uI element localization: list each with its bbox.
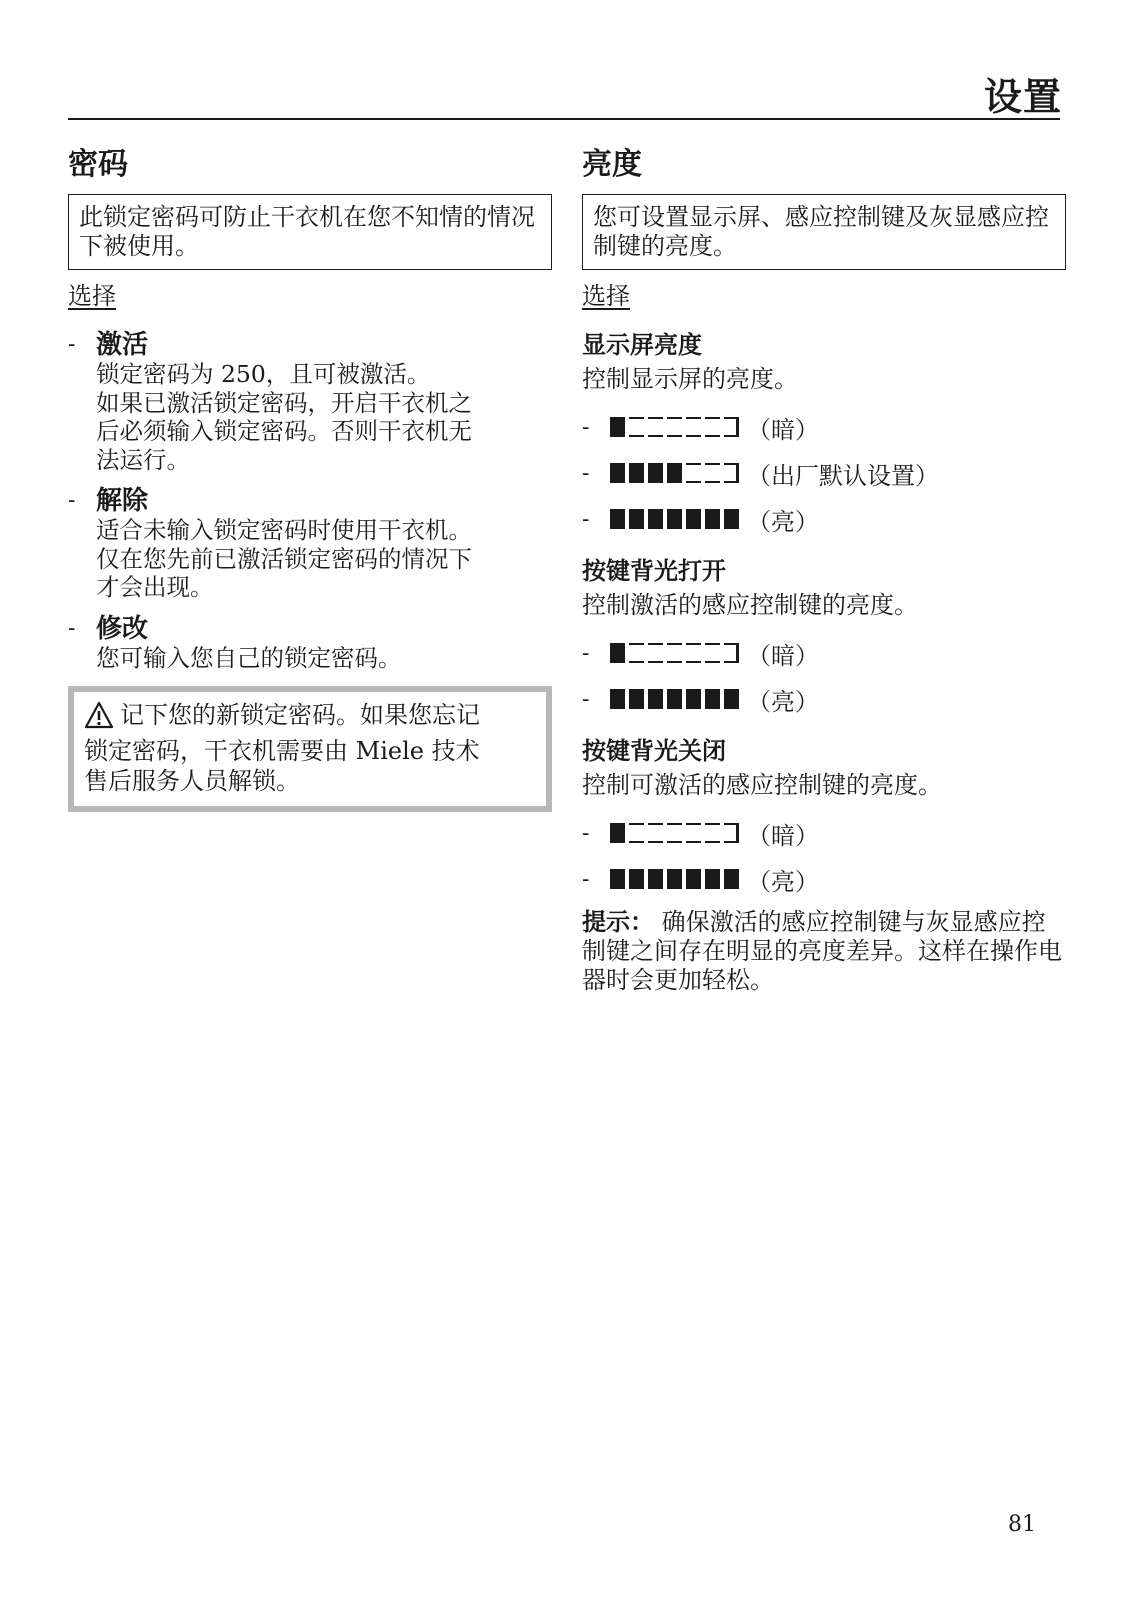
brightness-bar-icon (610, 509, 739, 529)
key-backlight-off-group (582, 736, 1066, 902)
brightness-bar-icon (610, 417, 739, 437)
bar-segment-empty (705, 643, 720, 663)
group-desc: 控制可激活的感应控制键的亮度。 (582, 771, 942, 799)
hint-note (582, 908, 1066, 995)
level-dash: - (582, 820, 590, 846)
bar-segment-filled (724, 869, 739, 889)
bar-segment-filled (629, 509, 644, 529)
bar-segment-filled (686, 689, 701, 709)
section-heading-brightness: 亮度 (582, 147, 642, 182)
bar-segment-filled (648, 463, 663, 483)
group-title: 按键背光关闭 (582, 737, 726, 765)
bar-segment-filled (629, 869, 644, 889)
option-title: 解除 (96, 486, 149, 516)
bar-segment-empty (629, 823, 644, 843)
header-rule (68, 118, 1060, 120)
bar-segment-filled (705, 509, 720, 529)
option-deactivate (68, 486, 552, 602)
bar-segment-empty (686, 463, 701, 483)
bar-segment-empty (686, 823, 701, 843)
option-line: 您可输入您自己的锁定密码。 (96, 643, 402, 672)
warning-line: 售后服务人员解锁。 (84, 767, 300, 795)
brightness-select-label: 选择 (582, 282, 630, 310)
level-dash: - (582, 640, 590, 666)
bar-segment-empty (667, 417, 682, 437)
brightness-level (582, 630, 1066, 676)
option-line: 如果已激活锁定密码，开启干衣机之 (96, 388, 472, 417)
level-label: （暗） (747, 415, 819, 444)
bar-segment-empty (648, 823, 663, 843)
hint-label: 提示： (582, 908, 654, 936)
bar-segment-filled (610, 689, 625, 709)
option-change (68, 614, 552, 673)
bar-segment-empty (724, 823, 739, 843)
brightness-level (582, 496, 1066, 542)
bar-segment-filled (705, 869, 720, 889)
bar-segment-filled (610, 417, 625, 437)
brightness-level (582, 856, 1066, 902)
bar-segment-empty (629, 417, 644, 437)
bar-segment-filled (667, 463, 682, 483)
group-desc: 控制显示屏的亮度。 (582, 365, 798, 393)
brightness-level (582, 450, 1066, 496)
bar-segment-filled (610, 463, 625, 483)
bar-segment-filled (648, 689, 663, 709)
level-dash: - (582, 686, 590, 712)
password-intro-text: 此锁定密码可防止干衣机在您不知情的情况下被使用。 (79, 203, 535, 260)
option-dash: - (68, 332, 76, 357)
bar-segment-empty (705, 417, 720, 437)
hint-text: 确保激活的感应控制键与灰显感应控制键之间存在明显的亮度差异。这样在操作电器时会更加轻松。 (582, 908, 1062, 994)
brightness-intro-box (582, 194, 1066, 270)
level-label: （暗） (747, 821, 819, 850)
level-label: （亮） (747, 507, 819, 536)
level-label: （出厂默认设置） (747, 461, 939, 490)
display-brightness-group (582, 330, 1066, 542)
option-line: 才会出现。 (96, 573, 214, 601)
option-line: 仅在您先前已激活锁定密码的情况下 (96, 544, 472, 573)
option-dash: - (68, 488, 76, 513)
option-line: 后必须输入锁定密码。否则干衣机无 (96, 417, 472, 445)
bar-segment-empty (648, 417, 663, 437)
bar-segment-filled (629, 463, 644, 483)
bar-segment-empty (724, 643, 739, 663)
bar-segment-filled (686, 509, 701, 529)
bar-segment-filled (610, 823, 625, 843)
bar-segment-filled (705, 689, 720, 709)
group-desc: 控制激活的感应控制键的亮度。 (582, 591, 918, 619)
bar-segment-filled (648, 509, 663, 529)
level-label: （亮） (747, 867, 819, 896)
bar-segment-filled (610, 509, 625, 529)
bar-segment-filled (610, 869, 625, 889)
option-line: 法运行。 (96, 445, 190, 474)
bar-segment-filled (667, 509, 682, 529)
bar-segment-empty (724, 463, 739, 483)
brightness-intro-text: 您可设置显示屏、感应控制键及灰显感应控制键的亮度。 (593, 203, 1049, 260)
bar-segment-filled (686, 869, 701, 889)
warning-line: 记下您的新锁定密码。如果您忘记 (120, 701, 480, 729)
page-number: 81 (1008, 1512, 1036, 1537)
brightness-bar-icon (610, 463, 739, 483)
password-section (68, 146, 552, 812)
warning-box (68, 686, 552, 812)
bar-segment-filled (610, 643, 625, 663)
bar-segment-empty (648, 643, 663, 663)
level-dash: - (582, 866, 590, 892)
bar-segment-filled (724, 689, 739, 709)
bar-segment-empty (686, 417, 701, 437)
brightness-bar-icon (610, 643, 739, 663)
level-label: （暗） (747, 641, 819, 670)
key-backlight-on-group (582, 556, 1066, 722)
option-title: 激活 (96, 330, 149, 360)
option-dash: - (68, 615, 76, 641)
bar-segment-empty (686, 643, 701, 663)
bar-segment-empty (667, 823, 682, 843)
password-intro-box (68, 194, 552, 270)
group-title: 显示屏亮度 (582, 331, 702, 359)
brightness-bar-icon (610, 869, 739, 889)
option-line: 适合未输入锁定密码时使用干衣机。 (96, 516, 472, 544)
brightness-section (582, 146, 1066, 995)
bar-segment-empty (667, 643, 682, 663)
section-heading-password: 密码 (68, 147, 128, 182)
password-select-label: 选择 (68, 282, 116, 310)
bar-segment-filled (648, 869, 663, 889)
level-label: （亮） (747, 687, 819, 716)
level-dash: - (582, 506, 590, 532)
bar-segment-filled (629, 689, 644, 709)
option-title: 修改 (96, 613, 149, 644)
bar-segment-filled (667, 869, 682, 889)
bar-segment-empty (629, 643, 644, 663)
bar-segment-empty (705, 823, 720, 843)
brightness-level (582, 676, 1066, 722)
option-activate (68, 330, 552, 474)
warning-line: 锁定密码，干衣机需要由 Miele 技术 (84, 737, 480, 765)
bar-segment-filled (724, 509, 739, 529)
bar-segment-empty (724, 417, 739, 437)
warning-icon (84, 701, 114, 736)
bar-segment-filled (667, 689, 682, 709)
option-line: 锁定密码为 250，且可被激活。 (96, 360, 431, 388)
group-title: 按键背光打开 (582, 557, 726, 585)
brightness-level (582, 810, 1066, 856)
brightness-bar-icon (610, 823, 739, 843)
page-title: 设置 (983, 75, 1062, 119)
bar-segment-empty (705, 463, 720, 483)
level-dash: - (582, 414, 590, 440)
brightness-level (582, 404, 1066, 450)
brightness-bar-icon (610, 689, 739, 709)
level-dash: - (582, 460, 590, 486)
